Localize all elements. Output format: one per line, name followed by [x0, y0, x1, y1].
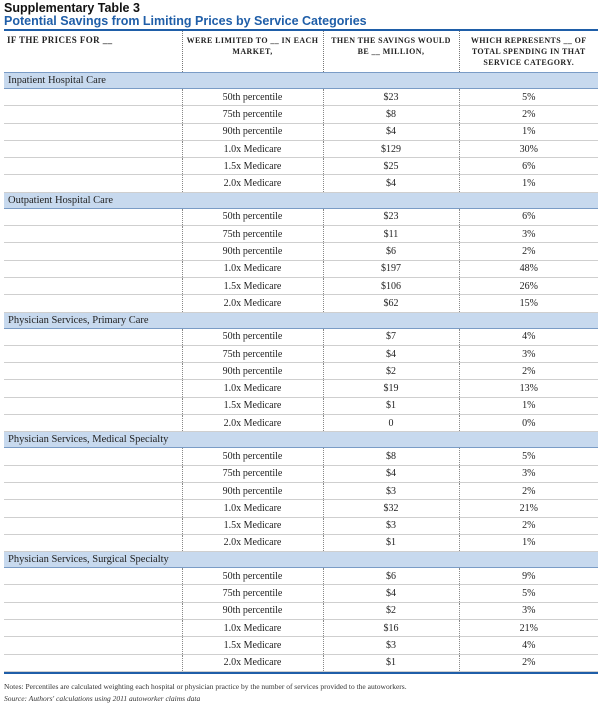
- limit-cell: 1.5x Medicare: [182, 517, 323, 534]
- empty-cell: [4, 397, 182, 414]
- table-row: [4, 517, 598, 534]
- limit-cell: 1.0x Medicare: [182, 260, 323, 277]
- empty-cell: [4, 175, 182, 192]
- savings-cell: $62: [323, 295, 459, 312]
- limit-cell: 50th percentile: [182, 448, 323, 465]
- empty-cell: [4, 208, 182, 225]
- share-cell: 2%: [459, 517, 598, 534]
- savings-cell: $23: [323, 208, 459, 225]
- group-row: [4, 432, 598, 448]
- limit-cell: 2.0x Medicare: [182, 295, 323, 312]
- table-row: [4, 295, 598, 312]
- share-cell: 15%: [459, 295, 598, 312]
- limit-cell: 1.5x Medicare: [182, 637, 323, 654]
- share-cell: 2%: [459, 106, 598, 123]
- table-row: [4, 328, 598, 345]
- share-cell: 1%: [459, 123, 598, 140]
- limit-cell: 1.0x Medicare: [182, 500, 323, 517]
- share-cell: 3%: [459, 226, 598, 243]
- savings-cell: $23: [323, 89, 459, 106]
- share-cell: 6%: [459, 208, 598, 225]
- limit-cell: 1.5x Medicare: [182, 397, 323, 414]
- savings-cell: $2: [323, 602, 459, 619]
- share-cell: 2%: [459, 363, 598, 380]
- bottom-divider: [4, 672, 598, 674]
- share-cell: 5%: [459, 89, 598, 106]
- limit-cell: 90th percentile: [182, 243, 323, 260]
- table-row: [4, 175, 598, 192]
- group-row: [4, 192, 598, 208]
- savings-cell: $197: [323, 260, 459, 277]
- empty-cell: [4, 568, 182, 585]
- table-row: [4, 482, 598, 499]
- savings-cell: $7: [323, 328, 459, 345]
- savings-cell: $8: [323, 448, 459, 465]
- savings-cell: $16: [323, 620, 459, 637]
- empty-cell: [4, 363, 182, 380]
- empty-cell: [4, 260, 182, 277]
- limit-cell: 75th percentile: [182, 345, 323, 362]
- empty-cell: [4, 243, 182, 260]
- share-cell: 5%: [459, 585, 598, 602]
- savings-cell: $8: [323, 106, 459, 123]
- group-label: Physician Services, Medical Specialty: [4, 432, 598, 448]
- savings-cell: $4: [323, 585, 459, 602]
- empty-cell: [4, 415, 182, 432]
- savings-cell: $6: [323, 243, 459, 260]
- savings-cell: $1: [323, 397, 459, 414]
- empty-cell: [4, 380, 182, 397]
- empty-cell: [4, 465, 182, 482]
- table-row: [4, 158, 598, 175]
- table-notes: Notes: Percentiles are calculated weighting each hospital or physician practice by the number of services provided to the autoworkers.: [4, 682, 407, 691]
- limit-cell: 50th percentile: [182, 328, 323, 345]
- table-row: [4, 243, 598, 260]
- header-share: WHICH REPRESENTS __ OF TOTAL SPENDING IN THAT SERVICE CATEGORY.: [459, 31, 598, 73]
- table-row: [4, 345, 598, 362]
- table-subtitle: Potential Savings from Limiting Prices by Service Categories: [4, 14, 367, 28]
- header-service: IF THE PRICES FOR __: [7, 35, 113, 45]
- table-title: Supplementary Table 3: [4, 1, 140, 15]
- share-cell: 9%: [459, 568, 598, 585]
- share-cell: 2%: [459, 243, 598, 260]
- group-label: Physician Services, Surgical Specialty: [4, 552, 598, 568]
- table-row: [4, 208, 598, 225]
- share-cell: 1%: [459, 534, 598, 551]
- savings-cell: $129: [323, 140, 459, 157]
- table-row: [4, 260, 598, 277]
- share-cell: 3%: [459, 465, 598, 482]
- limit-cell: 75th percentile: [182, 585, 323, 602]
- empty-cell: [4, 620, 182, 637]
- limit-cell: 50th percentile: [182, 208, 323, 225]
- group-row: [4, 312, 598, 328]
- limit-cell: 1.0x Medicare: [182, 380, 323, 397]
- limit-cell: 1.5x Medicare: [182, 158, 323, 175]
- share-cell: 2%: [459, 482, 598, 499]
- savings-cell: $4: [323, 123, 459, 140]
- table-row: [4, 500, 598, 517]
- table-row: [4, 106, 598, 123]
- empty-cell: [4, 295, 182, 312]
- limit-cell: 90th percentile: [182, 482, 323, 499]
- limit-cell: 50th percentile: [182, 568, 323, 585]
- empty-cell: [4, 328, 182, 345]
- group-row: [4, 552, 598, 568]
- header-row: [4, 31, 598, 73]
- share-cell: 6%: [459, 158, 598, 175]
- empty-cell: [4, 106, 182, 123]
- table-row: [4, 277, 598, 294]
- share-cell: 13%: [459, 380, 598, 397]
- share-cell: 26%: [459, 277, 598, 294]
- empty-cell: [4, 654, 182, 671]
- empty-cell: [4, 482, 182, 499]
- table-row: [4, 568, 598, 585]
- share-cell: 2%: [459, 654, 598, 671]
- savings-cell: $3: [323, 517, 459, 534]
- header-limit: WERE LIMITED TO __ IN EACH MARKET,: [182, 31, 323, 73]
- table-row: [4, 534, 598, 551]
- savings-cell: $2: [323, 363, 459, 380]
- share-cell: 48%: [459, 260, 598, 277]
- table-row: [4, 123, 598, 140]
- group-label: Outpatient Hospital Care: [4, 192, 598, 208]
- empty-cell: [4, 345, 182, 362]
- table-body: [4, 73, 598, 672]
- share-cell: 4%: [459, 637, 598, 654]
- savings-cell: $3: [323, 482, 459, 499]
- limit-cell: 1.0x Medicare: [182, 140, 323, 157]
- limit-cell: 90th percentile: [182, 123, 323, 140]
- table-row: [4, 89, 598, 106]
- savings-cell: $1: [323, 654, 459, 671]
- empty-cell: [4, 123, 182, 140]
- limit-cell: 75th percentile: [182, 465, 323, 482]
- empty-cell: [4, 585, 182, 602]
- savings-cell: $25: [323, 158, 459, 175]
- limit-cell: 75th percentile: [182, 226, 323, 243]
- empty-cell: [4, 448, 182, 465]
- share-cell: 30%: [459, 140, 598, 157]
- table-row: [4, 226, 598, 243]
- savings-cell: $6: [323, 568, 459, 585]
- table-row: [4, 448, 598, 465]
- savings-cell: $3: [323, 637, 459, 654]
- savings-cell: $106: [323, 277, 459, 294]
- share-cell: 3%: [459, 602, 598, 619]
- share-cell: 1%: [459, 397, 598, 414]
- limit-cell: 2.0x Medicare: [182, 175, 323, 192]
- group-label: Inpatient Hospital Care: [4, 73, 598, 89]
- empty-cell: [4, 602, 182, 619]
- share-cell: 21%: [459, 500, 598, 517]
- savings-cell: 0: [323, 415, 459, 432]
- empty-cell: [4, 140, 182, 157]
- group-row: [4, 73, 598, 89]
- empty-cell: [4, 89, 182, 106]
- savings-cell: $19: [323, 380, 459, 397]
- savings-table: [4, 31, 598, 672]
- limit-cell: 50th percentile: [182, 89, 323, 106]
- savings-cell: $32: [323, 500, 459, 517]
- empty-cell: [4, 158, 182, 175]
- group-label: Physician Services, Primary Care: [4, 312, 598, 328]
- limit-cell: 1.5x Medicare: [182, 277, 323, 294]
- limit-cell: 1.0x Medicare: [182, 620, 323, 637]
- table-row: [4, 465, 598, 482]
- share-cell: 5%: [459, 448, 598, 465]
- table-row: [4, 602, 598, 619]
- empty-cell: [4, 500, 182, 517]
- empty-cell: [4, 277, 182, 294]
- table-row: [4, 637, 598, 654]
- table-row: [4, 654, 598, 671]
- savings-cell: $11: [323, 226, 459, 243]
- table-source: Source: Authors' calculations using 2011 autoworker claims data: [4, 694, 201, 703]
- empty-cell: [4, 517, 182, 534]
- table-row: [4, 140, 598, 157]
- limit-cell: 2.0x Medicare: [182, 534, 323, 551]
- share-cell: 1%: [459, 175, 598, 192]
- limit-cell: 2.0x Medicare: [182, 415, 323, 432]
- table-row: [4, 620, 598, 637]
- limit-cell: 90th percentile: [182, 602, 323, 619]
- savings-cell: $1: [323, 534, 459, 551]
- share-cell: 3%: [459, 345, 598, 362]
- empty-cell: [4, 226, 182, 243]
- savings-cell: $4: [323, 345, 459, 362]
- limit-cell: 75th percentile: [182, 106, 323, 123]
- header-savings: THEN THE SAVINGS WOULD BE __ MILLION,: [323, 31, 459, 73]
- table-row: [4, 415, 598, 432]
- limit-cell: 90th percentile: [182, 363, 323, 380]
- table-row: [4, 585, 598, 602]
- savings-cell: $4: [323, 175, 459, 192]
- table-row: [4, 363, 598, 380]
- share-cell: 0%: [459, 415, 598, 432]
- share-cell: 21%: [459, 620, 598, 637]
- limit-cell: 2.0x Medicare: [182, 654, 323, 671]
- table-row: [4, 380, 598, 397]
- savings-cell: $4: [323, 465, 459, 482]
- table-row: [4, 397, 598, 414]
- share-cell: 4%: [459, 328, 598, 345]
- empty-cell: [4, 534, 182, 551]
- empty-cell: [4, 637, 182, 654]
